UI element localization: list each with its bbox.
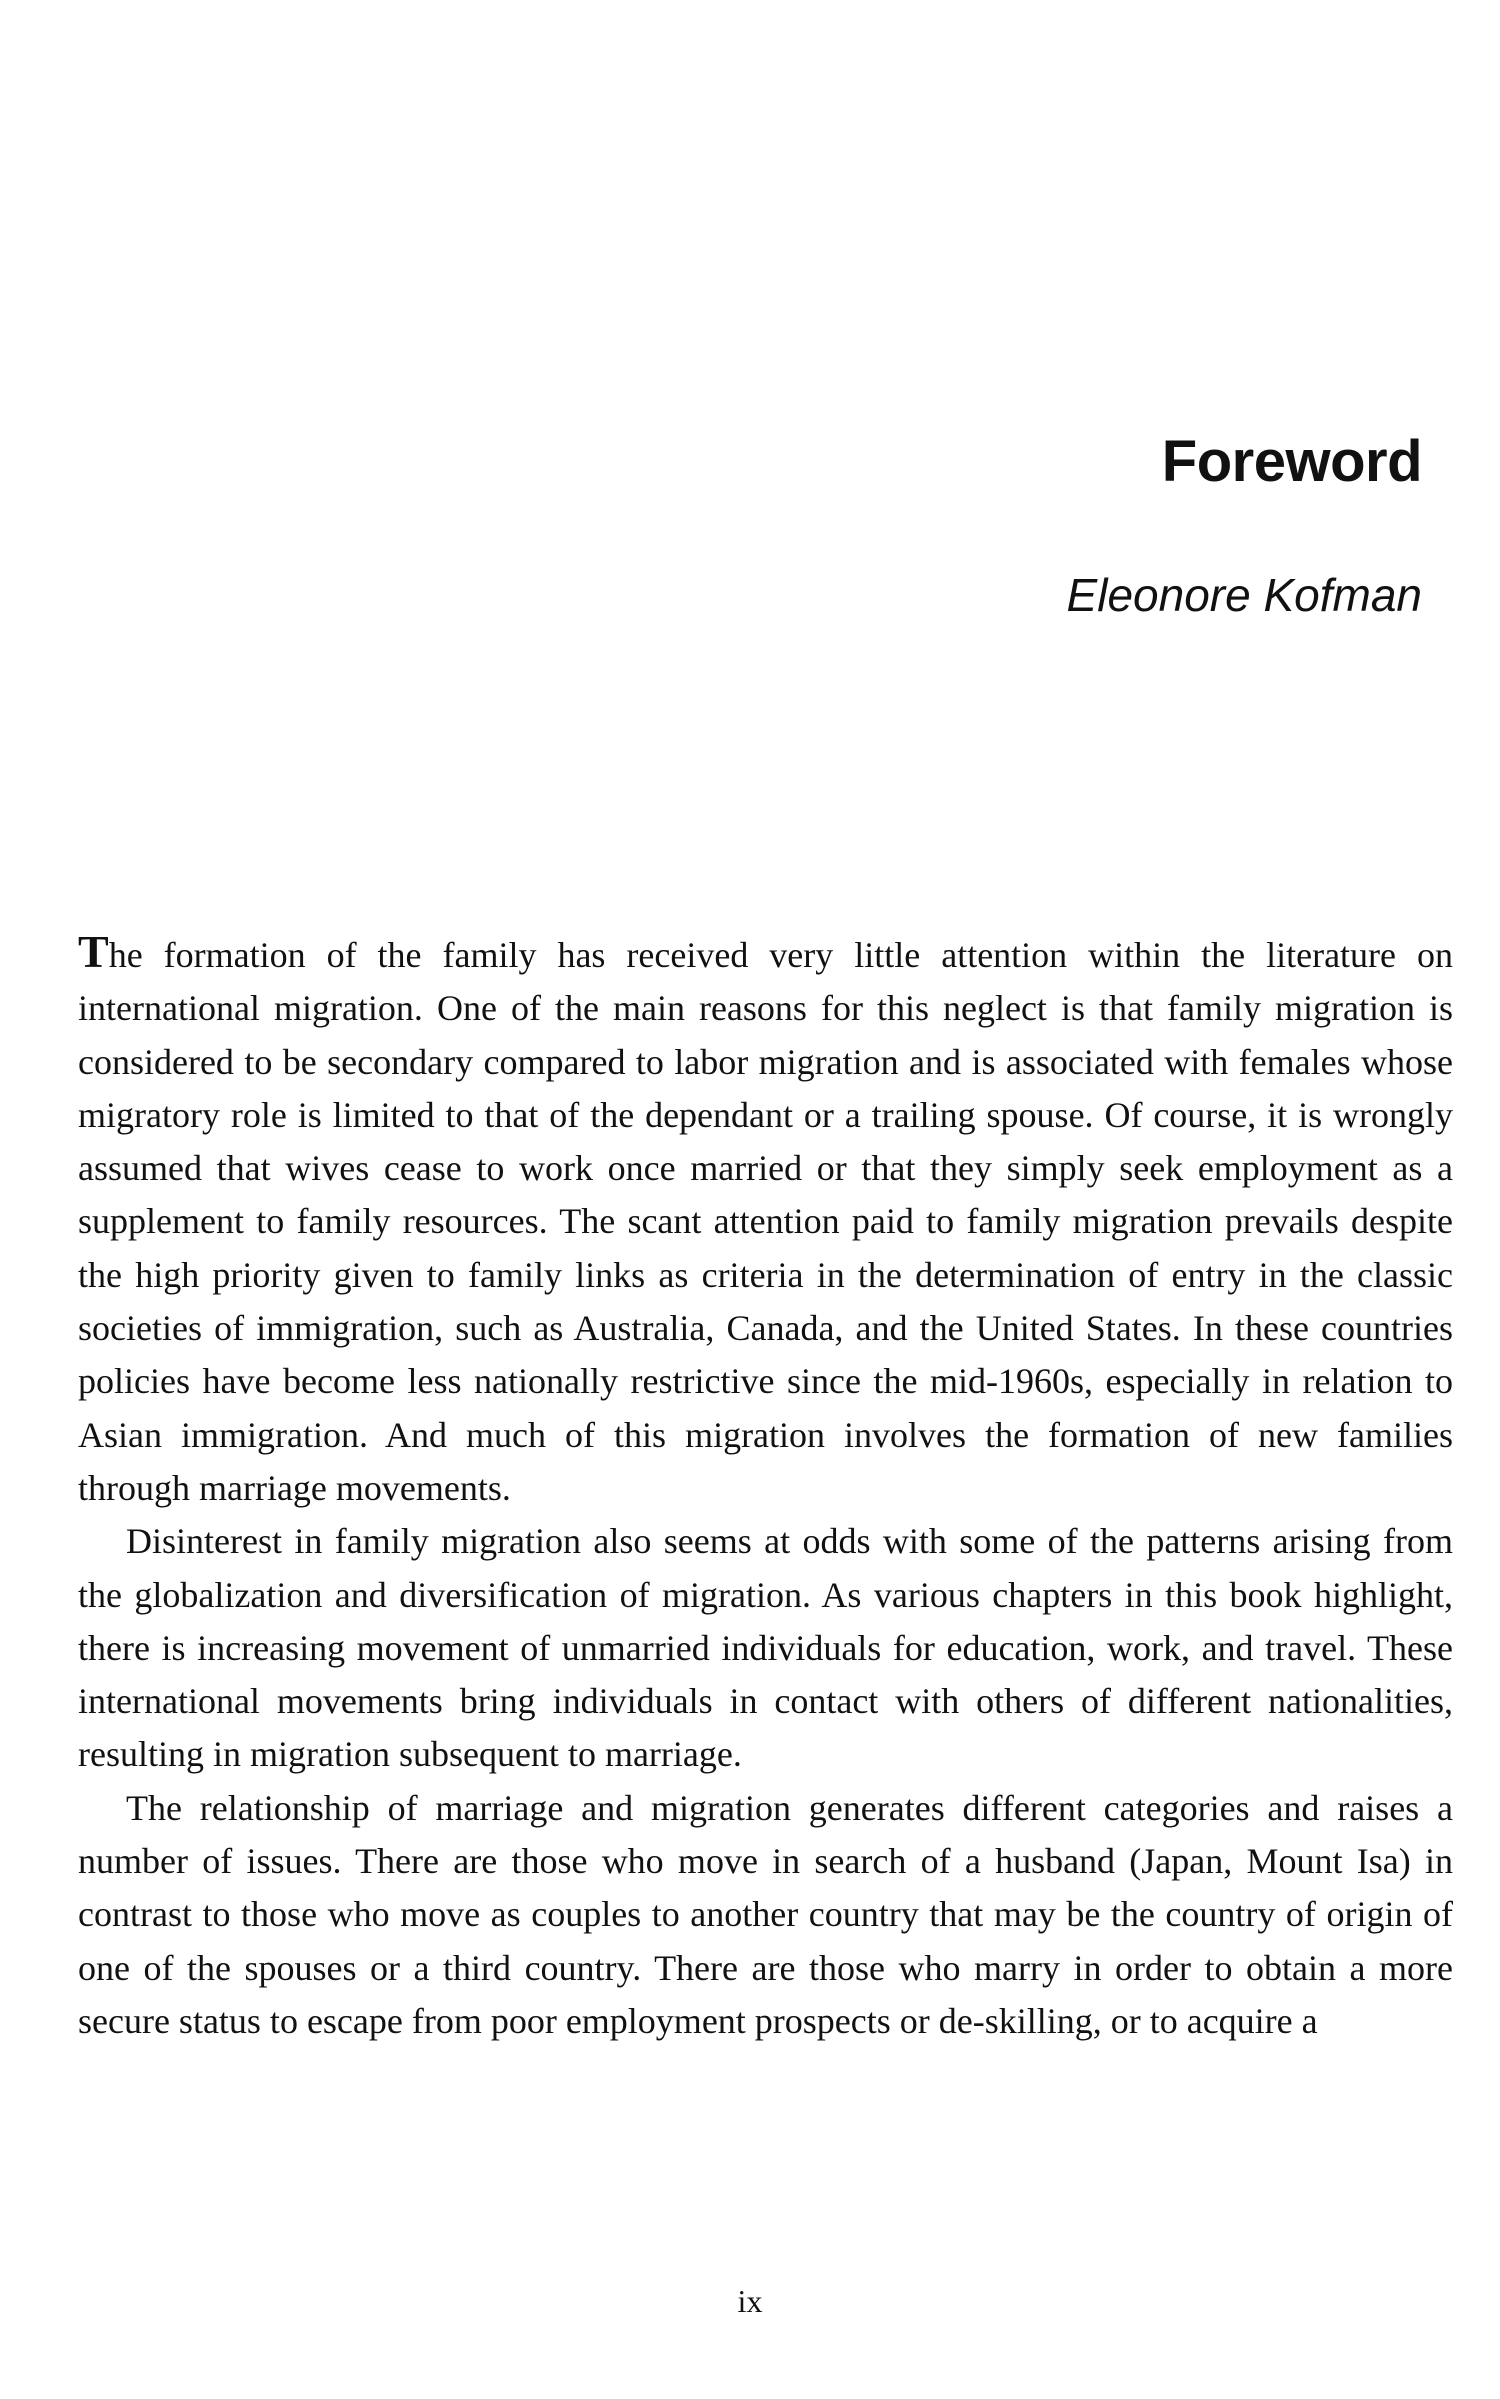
chapter-title: Foreword [1161, 429, 1422, 494]
paragraph-3: The relationship of marriage and migration generates different categories and raises a number of issues. There are those who move in search of a husband (Japan, Mount Isa) in contrast to those who move as couples to another country that may be the country of origin of one of the spouses or a third country. There are those who marry in order to obtain a more secure status to escape from poor employment prospects or de-skilling, or to acquire a [78, 1787, 1453, 2041]
chapter-author: Eleonore Kofman [1066, 569, 1422, 621]
paragraph-2: Disinterest in family migration also seems at odds with some of the patterns arising from the globalization and diversification of migration. As various chapters in this book highlight, there is increasing movement of unmarried individuals for education, work, and travel. These international movements bring individuals in contact with others of different nationalities, resulting in migration subsequent to marriage. [78, 1521, 1453, 1775]
paragraph-1-text: he formation of the family has received very little attention within the literature on international migration. One of the main reasons for this neglect is that family migration is considered to be secondary compared to labor migration and is associated with females whose migratory role is limited to that of the dependant or a trailing spouse. Of course, it is wrongly assumed that wives cease to work once married or that they simply seek employment as a supplement to family resources. The scant attention paid to family migration prevails despite the high priority given to family links as criteria in the determination of entry in the classic societies of immigration, such as Australia, Canada, and the United States. In these countries policies have become less nationally restrictive since the mid-1960s, especially in relation to Asian immigration. And much of this migration involves the formation of new families through marriage movements. [78, 935, 1453, 1508]
paragraph-1 [78, 926, 1453, 1515]
body-text [78, 926, 1453, 2048]
drop-cap: T [78, 926, 109, 977]
page-number: ix [737, 2283, 763, 2319]
